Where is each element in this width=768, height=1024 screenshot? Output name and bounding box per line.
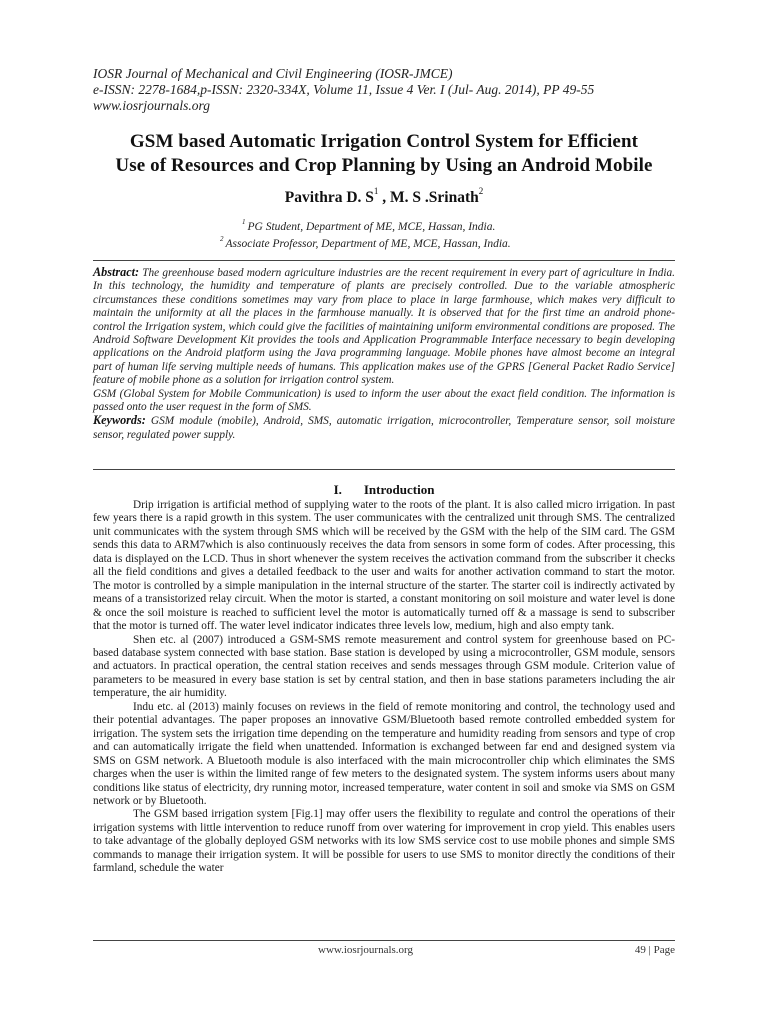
body-paragraph-3: Indu etc. al (2013) mainly focuses on reviews in the field of remote monitoring and control, the technology used and their potential advantages. The paper proposes an innovative GSM/Bluetooth based remote controlled embedded system for irrigation. The system sets the irrigation time depending on the temperature and humidity reading from sensors and type of crop and can automatically irrigate the field when unattended. Information is exchanged between far end and designed system via SMS on GSM network. A Bluetooth module is also interfaced with the main microcontroller chip which eliminates the SMS charges when the user is within the limited range of few meters to the designated system. The system informs users about many conditions like status of electricity, dry running motor, increased temperature, water content in soil and smoke via SMS on GSM network or by Bluetooth.	[93, 700, 675, 807]
affiliation-1-text: PG Student, Department of ME, MCE, Hassan, India.	[247, 221, 496, 233]
paper-title	[80, 130, 688, 178]
abstract-top-rule	[93, 260, 675, 261]
page-number: 49 | Page	[634, 944, 675, 956]
affiliation-1-superscript: 1	[242, 218, 246, 226]
affiliation-2-text: Associate Professor, Department of ME, MCE, Hassan, India.	[225, 238, 511, 250]
author-list	[80, 186, 688, 207]
keywords-text: GSM module (mobile), Android, SMS, automatic irrigation, microcontroller, Temperature sensor, soil moisture sensor, regulated power supply.	[93, 415, 675, 441]
body-paragraph-2: Shen etc. al (2007) introduced a GSM-SMS remote measurement and control system for greenhouse based on PC-based database system connected with base station. Base station is developed by using a microcontroller, GSM module, sensors and actuators. In practical operation, the central station receives and sends messages through GSM module. Criterion value of parameters to be measured in every base station is set by central station, and then in base stations parameters including the air temperature, the air humidity.	[93, 633, 675, 700]
author-1-superscript: 1	[373, 186, 379, 196]
journal-name: IOSR Journal of Mechanical and Civil Engineering (IOSR-JMCE)	[93, 66, 453, 81]
abstract-text: The greenhouse based modern agriculture industries are the recent requirement in every part of agriculture in India. In this technology, the humidity and temperature of plants are precisely controlled. Due to the variable atmospheric circumstances these conditions sometimes may vary from place to place in large farmhouse, which makes very difficult to maintain the uniformity at all the places in the farmhouse manually. It is observed that for the first time an android phone-control the Irrigation system, which could give the facilities of maintaining uniform environmental conditions are proposed. The Android Software Development Kit provides the tools and Application Programmable Interface necessary to begin developing applications on the Android platform using the Java programming language. Mobile phones have almost become an integral part of human life serving multiple needs of humans. This application makes use of the GPRS [General Packet Radio Service] feature of mobile phone as a solution for irrigation control system.	[93, 267, 675, 387]
title-line-2: Use of Resources and Crop Planning by Using an Android Mobile	[115, 155, 653, 176]
abstract-label: Abstract:	[93, 265, 140, 279]
section-heading	[93, 482, 675, 498]
abstract-block	[93, 266, 675, 442]
abstract-paragraph	[93, 266, 675, 388]
author-1-name: Pavithra D. S	[284, 189, 374, 206]
page-footer	[93, 940, 675, 959]
keywords-label: Keywords:	[93, 413, 146, 428]
journal-issn: e-ISSN: 2278-1684,p-ISSN: 2320-334X, Volume 11, Issue 4 Ver. I (Jul- Aug. 2014), PP 49-55	[93, 82, 595, 97]
title-line-1: GSM based Automatic Irrigation Control System for Efficient	[129, 131, 639, 152]
abstract-bottom-rule	[93, 469, 675, 470]
keywords-paragraph	[93, 414, 675, 442]
journal-header	[93, 66, 693, 114]
affiliation-2	[220, 235, 660, 250]
body-text	[93, 499, 675, 876]
affiliation-2-superscript: 2	[220, 235, 224, 243]
author-2-name: , M. S .Srinath	[378, 189, 479, 206]
footer-url: www.iosrjournals.org	[318, 944, 414, 956]
section-number: I.	[333, 482, 342, 497]
affiliation-1	[242, 218, 682, 233]
section-title: Introduction	[363, 482, 435, 497]
author-2-superscript: 2	[478, 186, 484, 196]
journal-url: www.iosrjournals.org	[93, 98, 211, 113]
body-paragraph-4: The GSM based irrigation system [Fig.1] may offer users the flexibility to regulate and control the operations of their irrigation systems with little intervention to reduce runoff from over watering for improvement in crop yield. This enables users to take advantage of the globally deployed GSM networks with its low SMS service cost to use mobile phones and simple SMS commands to manage their irrigation system. It will be possible for users to use SMS to monitor directly the conditions of their farmland, schedule the water	[93, 808, 675, 875]
body-paragraph-1: Drip irrigation is artificial method of supplying water to the roots of the plant. It is also called micro irrigation. In past few years there is a rapid growth in this system. The user communicates with the centralized unit through SMS. The centralized unit communicates with the system through SMS which will be received by the GSM with the help of the SIM card. The GSM sends this data to ARM7which is also continuously receives the data from sensors in some form of codes. After processing, this data is displayed on the LCD. Thus in short whenever the system receives the activation command from the subscriber it checks all the field conditions and gives a detailed feedback to the user and waits for another activation command to start the motor. The motor is controlled by a simple manipulation in the internal structure of the starter. The starter coil is indirectly activated by means of a transistorized relay circuit. When the motor is started, a constant monitoring on soil moisture and water level is done & once the soil moisture is reached to sufficient level the motor is automatically turned off & a massage is send to subscriber that the motor is turned off. The water level indicator indicates three levels low, medium, high and also empty tank.	[93, 499, 675, 633]
abstract-paragraph-2: GSM (Global System for Mobile Communication) is used to inform the user about the exact field condition. The information is passed onto the user request in the form of SMS.	[93, 387, 675, 414]
